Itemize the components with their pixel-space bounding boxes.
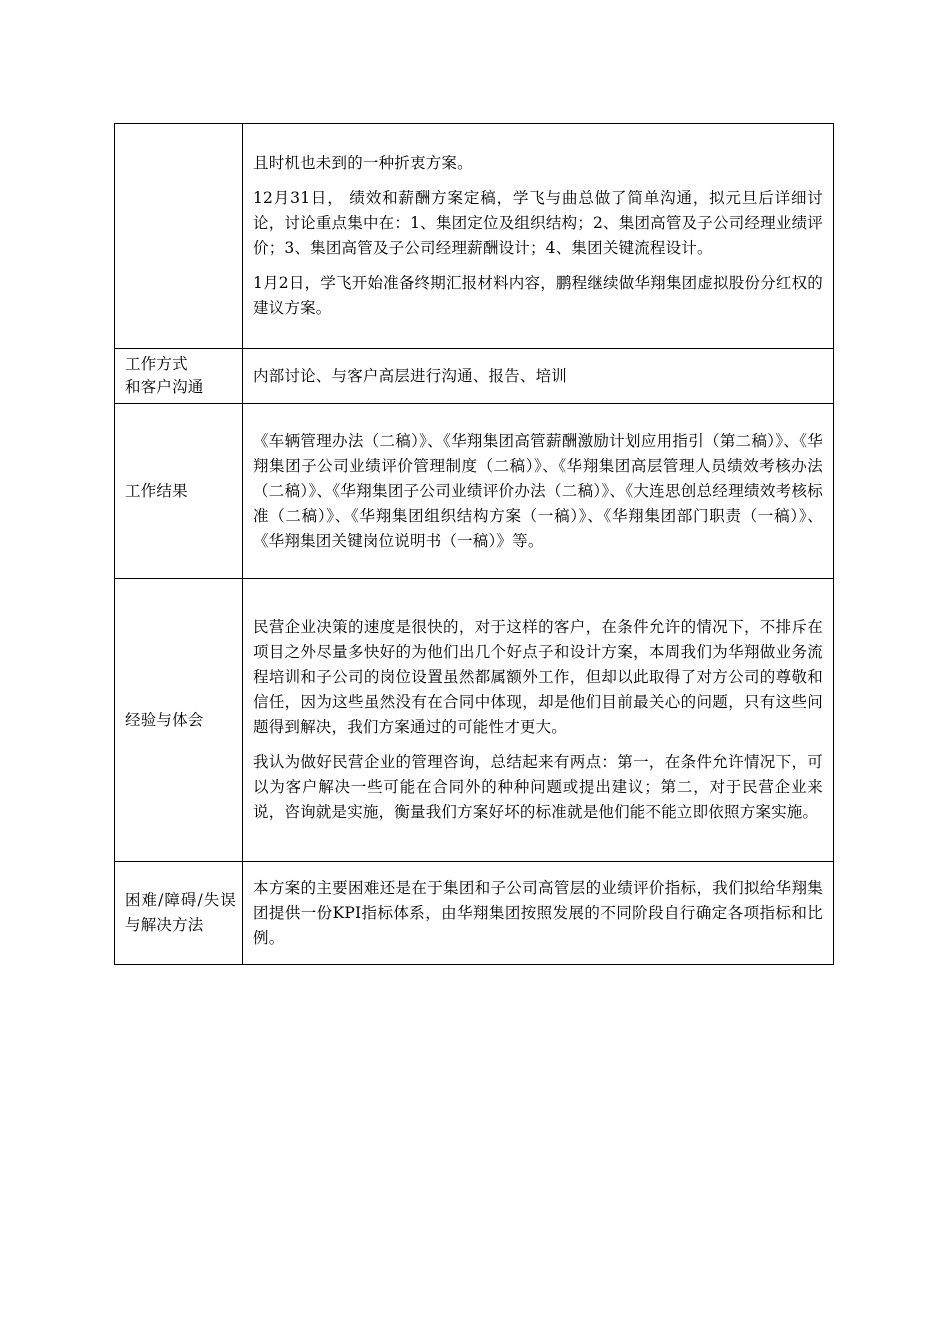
- label-cell-empty: [115, 124, 243, 349]
- table-row-work-method: [115, 349, 834, 404]
- work-method-label-line1: 工作方式: [125, 355, 188, 373]
- continuation-paragraph-2: 12月31日， 绩效和薪酬方案定稿，学飞与曲总做了简单沟通，拟元旦后详细讨论，讨论重点集中在：1、集团定位及组织结构；2、集团高管及子公司经理业绩评价；3、集团高管及子公司经理薪酬设计；4、集团关键流程设计。: [253, 189, 823, 257]
- table-row-experience: [115, 579, 834, 862]
- report-table: [114, 123, 834, 965]
- work-method-content: 内部讨论、与客户高层进行沟通、报告、培训: [243, 349, 834, 404]
- work-results-content: 《车辆管理办法（二稿）》、《华翔集团高管薪酬激励计划应用指引（第二稿）》、《华翔集团子公司业绩评价管理制度（二稿）》、《华翔集团高层管理人员绩效考核办法（二稿）》、《华翔集团子公司业绩评价办法（二稿）》、《大连思创总经理绩效考核标准（二稿）》、《华翔集团组织结构方案（一稿）》、《华翔集团部门职责（一稿）》、《华翔集团关键岗位说明书（一稿）》等。: [243, 404, 834, 579]
- work-results-label: 工作结果: [115, 404, 243, 579]
- work-method-label-line2: 和客户沟通: [125, 378, 204, 396]
- experience-paragraph-2: 我认为做好民营企业的管理咨询，总结起来有两点：第一，在条件允许情况下，可以为客户解决一些可能在合同外的种种问题或提出建议；第二，对于民营企业来说，咨询就是实施，衡量我们方案好坏的标准就是他们能不能立即依照方案实施。: [253, 753, 823, 821]
- difficulties-content: 本方案的主要困难还是在于集团和子公司高管层的业绩评价指标，我们拟给华翔集团提供一份KPI指标体系，由华翔集团按照发展的不同阶段自行确定各项指标和比例。: [243, 862, 834, 965]
- table-row-difficulties: [115, 862, 834, 965]
- table-row-work-results: [115, 404, 834, 579]
- experience-label: 经验与体会: [115, 579, 243, 862]
- continuation-paragraph-3: 1月2日，学飞开始准备终期汇报材料内容，鹏程继续做华翔集团虚拟股份分红权的建议方案。: [253, 274, 823, 317]
- experience-cell: [243, 579, 834, 862]
- work-method-label-cell: [115, 349, 243, 404]
- table-row-continuation: [115, 124, 834, 349]
- continuation-cell: [243, 124, 834, 349]
- difficulties-label: 困难/障碍/失误与解决方法: [115, 862, 243, 965]
- experience-paragraph-1: 民营企业决策的速度是很快的，对于这样的客户，在条件允许的情况下，不排斥在项目之外尽量多快好的为他们出几个好点子和设计方案，本周我们为华翔做业务流程培训和子公司的岗位设置虽然都属额外工作，但却以此取得了对方公司的尊敬和信任，因为这些虽然没有在合同中体现，却是他们目前最关心的问题，只有这些问题得到解决，我们方案通过的可能性才更大。: [253, 618, 823, 736]
- continuation-paragraph-1: 且时机也未到的一种折衷方案。: [253, 154, 473, 172]
